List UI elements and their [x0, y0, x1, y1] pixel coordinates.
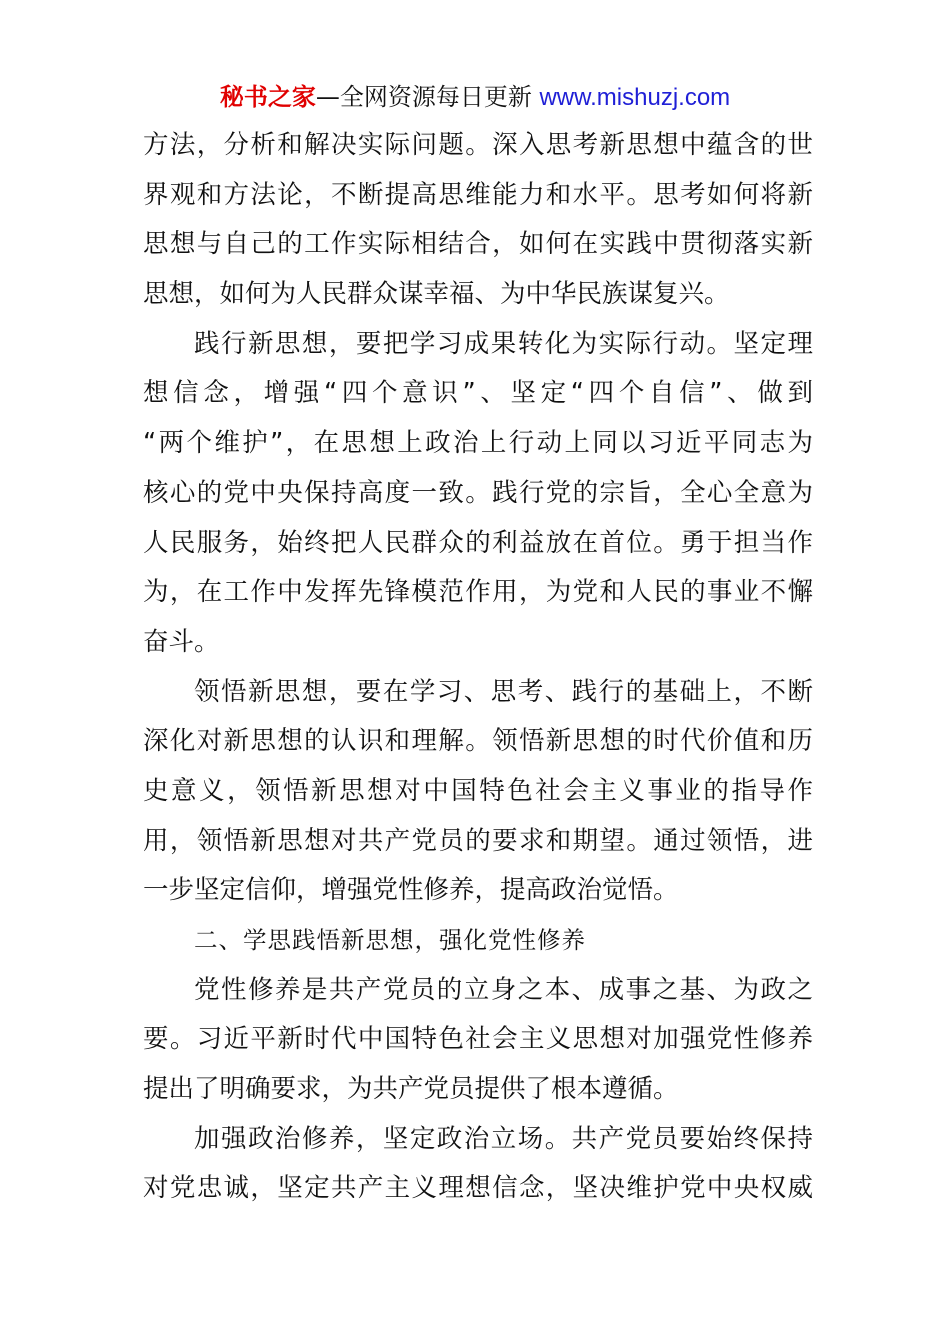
text-line: 一步坚定信仰，增强党性修养，提高政治觉悟。 — [143, 875, 679, 906]
text-line: “两个维护”，在思想上政治上行动上同以习近平同志为 — [143, 428, 813, 459]
site-brand: 秘书之家 — [219, 83, 316, 111]
paragraph-first-line: 党性修养是共产党员的立身之本、成事之基、为政之 — [194, 974, 813, 1005]
paragraph-first-line: 领悟新思想，要在学习、思考、践行的基础上，不断 — [194, 676, 813, 707]
text-line: 提出了明确要求，为共产党员提供了根本遵循。 — [143, 1074, 679, 1105]
site-url-link[interactable]: www.mishuzj.com — [539, 84, 731, 111]
text-line: 人民服务，始终把人民群众的利益放在首位。勇于担当作 — [143, 527, 813, 558]
text-line: 想信念，增强“四个意识”、坚定“四个自信”、做到 — [143, 378, 813, 409]
text-line: 对党忠诚，坚定共产主义理想信念，坚决维护党中央权威 — [143, 1173, 813, 1204]
text-line: 奋斗。 — [143, 626, 220, 657]
site-tagline: —全网资源每日更新 — [315, 83, 540, 111]
text-line: 思想与自己的工作实际相结合，如何在实践中贯彻落实新 — [143, 229, 813, 260]
paragraph-first-line: 加强政治修养，坚定政治立场。共产党员要始终保持 — [194, 1123, 813, 1154]
text-line: 方法，分析和解决实际问题。深入思考新思想中蕴含的世 — [143, 130, 813, 160]
site-header — [0, 80, 950, 115]
text-line: 核心的党中央保持高度一致。践行党的宗旨，全心全意为 — [143, 477, 813, 508]
text-line: 深化对新思想的认识和理解。领悟新思想的时代价值和历 — [143, 726, 813, 757]
text-line: 要。习近平新时代中国特色社会主义思想对加强党性修养 — [143, 1024, 813, 1055]
text-line: 思想，如何为人民群众谋幸福、为中华民族谋复兴。 — [143, 279, 730, 310]
text-line: 史意义，领悟新思想对中国特色社会主义事业的指导作 — [143, 775, 813, 806]
text-line: 用，领悟新思想对共产党员的要求和期望。通过领悟，进 — [143, 825, 813, 856]
section-heading: 二、学思践悟新思想，强化党性修养 — [194, 926, 586, 954]
text-line: 为，在工作中发挥先锋模范作用，为党和人民的事业不懈 — [143, 577, 813, 608]
document-body — [143, 121, 813, 1214]
paragraph-first-line: 践行新思想，要把学习成果转化为实际行动。坚定理 — [194, 328, 813, 359]
text-line: 界观和方法论，不断提高思维能力和水平。思考如何将新 — [143, 179, 813, 210]
